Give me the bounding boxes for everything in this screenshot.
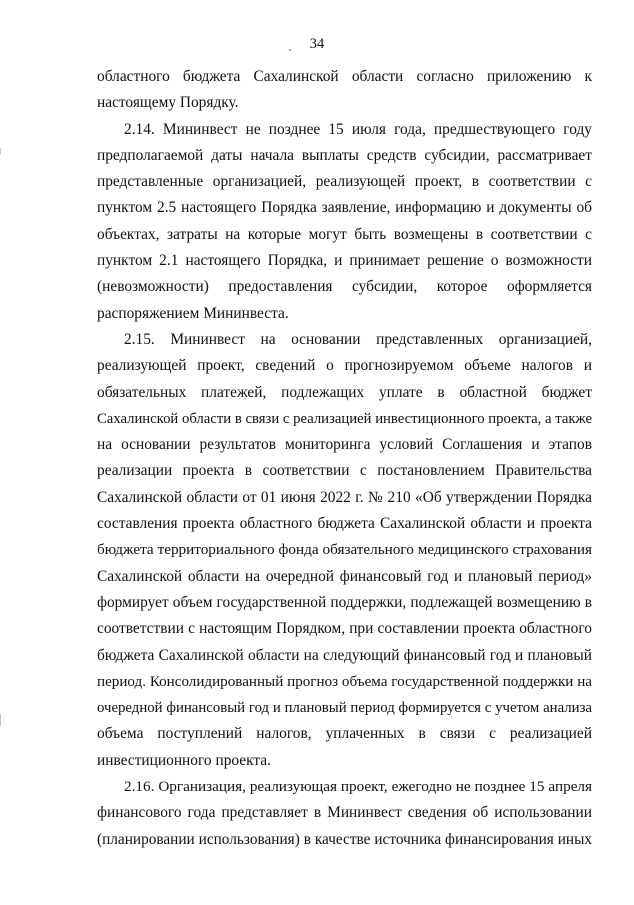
text-line: объема поступлений налогов, уплаченных в связи с реализацией bbox=[97, 725, 592, 743]
scan-speck bbox=[289, 49, 291, 51]
text-line: областного бюджета Сахалинской области согласно приложению к bbox=[97, 68, 592, 85]
text-line: распоряжением Мининвеста. bbox=[97, 304, 289, 322]
text-line: 2.16. Организация, реализующая проект, ежегодно не позднее 15 апреля bbox=[124, 778, 592, 796]
text-line: пунктом 2.5 настоящего Порядка заявление, информацию и документы об bbox=[97, 199, 592, 217]
text-line: (невозможности) предоставления субсидии, которое оформляется bbox=[97, 278, 592, 296]
scan-edge-mark bbox=[0, 148, 1, 154]
text-line: предполагаемой даты начала выплаты средств субсидии, рассматривает bbox=[97, 146, 592, 164]
text-line: объектах, затраты на которые могут быть возмещены в соответствии с bbox=[97, 225, 592, 243]
text-line: соответствии с настоящим Порядком, при составлении проекта областного bbox=[97, 620, 592, 638]
text-line: обязательных платежей, подлежащих уплате в областной бюджет bbox=[97, 383, 592, 401]
text-line: пунктом 2.1 настоящего Порядка, и принимает решение о возможности bbox=[97, 252, 592, 270]
text-line: финансового года представляет в Мининвест сведения об использовании bbox=[97, 804, 592, 822]
text-line: 2.15. Мининвест на основании представленных организацией, bbox=[124, 330, 592, 348]
text-line: настоящему Порядку. bbox=[97, 94, 239, 112]
text-line: составления проекта областного бюджета Сахалинской области и проекта bbox=[97, 515, 592, 533]
text-line: Сахалинской области на очередной финансовый год и плановый период» bbox=[97, 567, 592, 585]
text-line: на основании результатов мониторинга условий Соглашения и этапов bbox=[97, 436, 592, 454]
text-line: (планировании использования) в качестве источника финансирования иных bbox=[97, 830, 592, 848]
text-line: реализации проекта в соответствии с постановлением Правительства bbox=[97, 462, 592, 480]
text-line: Сахалинской области в связи с реализацией инвестиционного проекта, а также bbox=[97, 410, 592, 427]
text-line: инвестиционного проекта. bbox=[97, 751, 271, 769]
text-line: 2.14. Мининвест не позднее 15 июля года, предшествующего году bbox=[124, 120, 592, 138]
text-line: бюджета Сахалинской области на следующий финансовый год и плановый bbox=[97, 646, 592, 664]
text-line: формирует объем государственной поддержки, подлежащей возмещению в bbox=[97, 593, 592, 611]
text-line: очередной финансовый год и плановый период формируется с учетом анализа bbox=[97, 700, 592, 717]
text-line: представленные организацией, реализующей проект, в соответствии с bbox=[97, 173, 592, 191]
text-line: Сахалинской области от 01 июня 2022 г. № 210 «Об утверждении Порядка bbox=[97, 488, 592, 506]
scan-edge-mark bbox=[0, 714, 1, 726]
text-line: реализующей проект, сведений о прогнозируемом объеме налогов и bbox=[97, 357, 592, 375]
text-line: период. Консолидированный прогноз объема государственной поддержки на bbox=[97, 673, 592, 690]
page-number: 34 bbox=[309, 36, 325, 52]
text-line: бюджета территориального фонда обязательного медицинского страхования bbox=[97, 541, 592, 559]
body-text bbox=[97, 64, 592, 853]
